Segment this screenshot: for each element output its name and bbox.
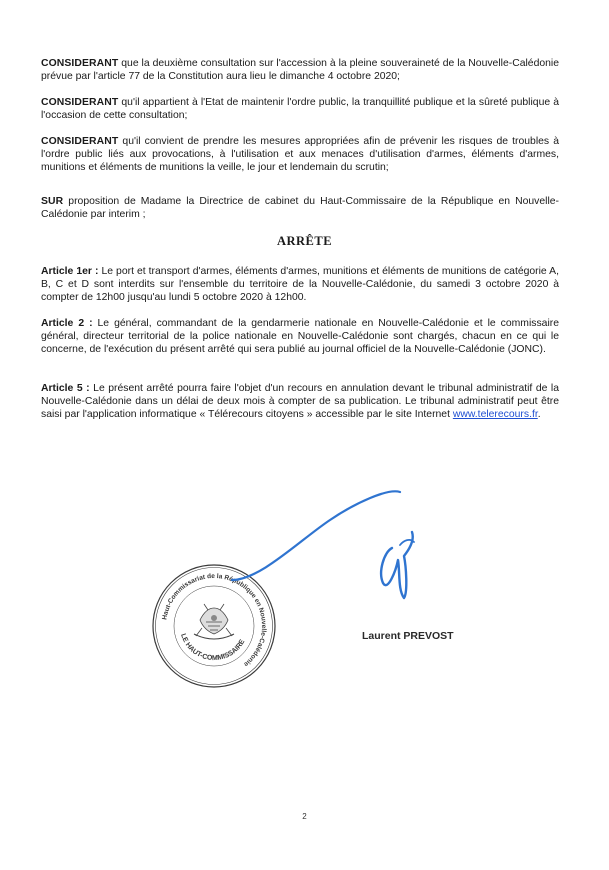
proposition-keyword: SUR [41,196,64,207]
article-label: Article 5 : [41,383,90,394]
considerant-text: qu'il convient de prendre les mesures appropriées afin de prévenir les risques de troubles à l'ordre public liés aux provocations, à l'utilisation et aux menaces d'utilisation d'armes, éléments d'armes, munitions et éléments de munitions la veille, le jour et lendemain du scrutin; [41,136,559,173]
seal-ring-text: Haut-Commissariat de la République en Nouvelle-Calédonie [161,572,268,668]
proposition-text: proposition de Madame la Directrice de cabinet du Haut-Commissaire de la République en Nouvelle-Calédonie par interim ; [41,196,559,220]
official-seal [150,562,278,690]
decree-title: ARRÊTE [276,234,333,248]
article-5 [41,382,559,421]
considerant-keyword: CONSIDERANT [41,136,119,147]
considerant-1 [41,57,559,83]
page-number: 2 [302,812,307,821]
considerant-3 [41,135,559,174]
signer-name: Laurent PREVOST [362,630,454,642]
article-text: Le général, commandant de la gendarmerie nationale en Nouvelle-Calédonie et le commissaire général, directeur territorial de la police nationale en Nouvelle-Calédonie sont chargés, chacun en ce qui le concerne, de l'exécution du présent arrêté qui sera publié au journal officiel de la Nouvelle-Calédonie (JONC). [41,318,559,355]
considerant-keyword: CONSIDERANT [41,97,119,108]
considerant-text: qu'il appartient à l'Etat de maintenir l'ordre public, la tranquillité publique et la sûreté publique à l'occasion de cette consultation; [41,97,559,121]
article-2 [41,317,559,356]
article-text: Le port et transport d'armes, éléments d'armes, munitions et éléments de munitions de catégorie A, B, C et D sont interdits sur l'ensemble du territoire de la Nouvelle-Calédonie, du samedi 3 octobre 2020 à compter de 12h00 jusqu'au lundi 5 octobre 2020 à 12h00. [41,266,559,303]
proposition [41,195,559,221]
telerecours-link[interactable]: www.telerecours.fr [452,409,538,420]
article-text: Le présent arrêté pourra faire l'objet d'un recours en annulation devant le tribunal administratif de la Nouvelle-Calédonie dans un délai de deux mois à compter de sa publication. Le tribunal administratif peut être saisi par l'application informatique « Télérecours citoyens » accessible par le site Internet [41,383,559,420]
considerant-2 [41,96,559,122]
republic-emblem-icon [194,604,234,639]
article-label: Article 1er : [41,266,99,277]
article-label: Article 2 : [41,318,93,329]
seal-inner-text: LE HAUT-COMMISSAIRE [179,632,247,663]
article-1 [41,265,559,304]
article-text-end: . [537,409,541,420]
considerant-text: que la deuxième consultation sur l'accession à la pleine souveraineté de la Nouvelle-Calédonie prévue par l'article 77 de la Constitution aura lieu le dimanche 4 octobre 2020; [41,58,559,82]
considerant-keyword: CONSIDERANT [41,58,119,69]
